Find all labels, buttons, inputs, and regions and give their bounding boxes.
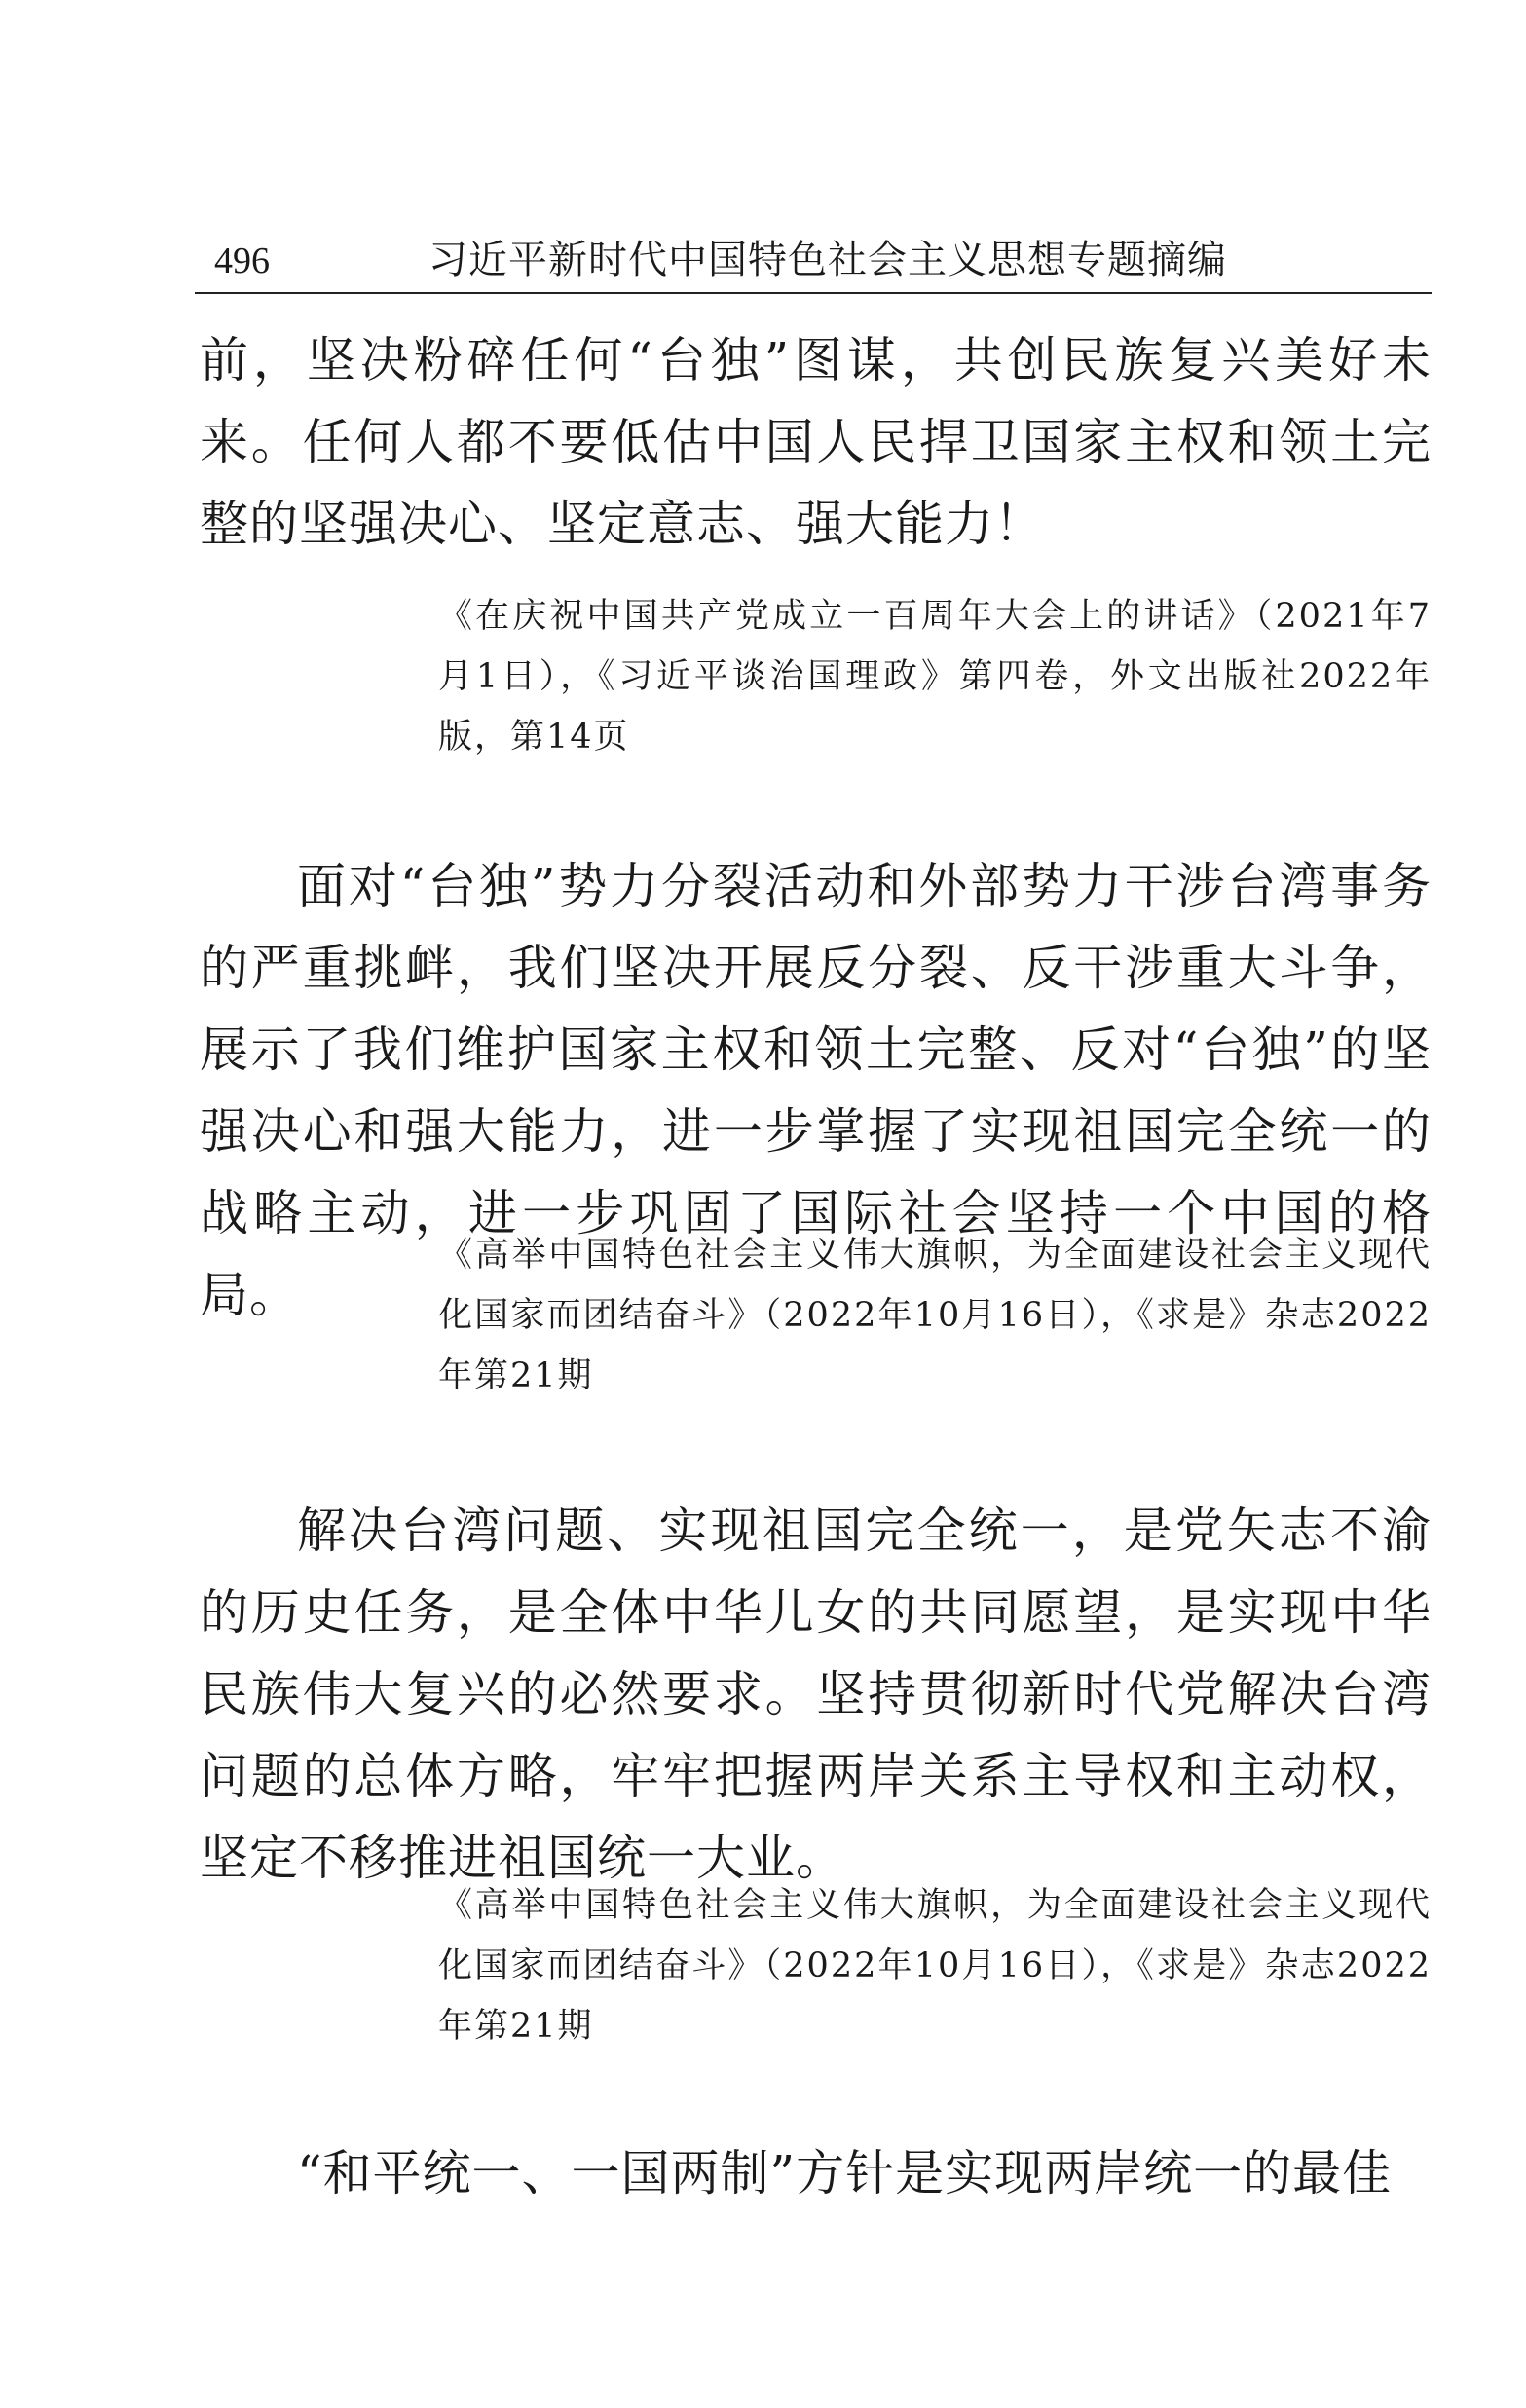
paragraph-text: 解决台湾问题、实现祖国完全统一，是党矢志不渝的历史任务，是全体中华儿女的共同愿望，是实现中华民族伟大复兴的必然要求。坚持贯彻新时代党解决台湾问题的总体方略，牢牢把握两岸关系主导权和主动权，坚定不移推进祖国统一大业。 — [200, 1502, 1432, 1886]
source-citation — [438, 1875, 1432, 2056]
paragraph — [200, 2132, 1432, 2214]
page-header — [195, 232, 1432, 294]
citation-text: 《在庆祝中国共产党成立一百周年大会上的讲话》（2021年7月1日），《习近平谈治国理政》第四卷，外文出版社2022年版，第14页 — [438, 597, 1432, 757]
page-number: 496 — [214, 241, 270, 281]
source-citation — [438, 1225, 1432, 1406]
running-title: 习近平新时代中国特色社会主义思想专题摘编 — [428, 238, 1227, 282]
source-citation — [438, 586, 1432, 767]
paragraph — [200, 1490, 1432, 1899]
paragraph-text: “和平统一、一国两制”方针是实现两岸统一的最佳 — [297, 2145, 1393, 2202]
paragraph-continued — [200, 319, 1432, 565]
paragraph-text: 前，坚决粉碎任何“台独”图谋，共创民族复兴美好未来。任何人都不要低估中国人民捍卫国家主权和领土完整的坚强决心、坚定意志、强大能力！ — [200, 332, 1432, 552]
citation-text: 《高举中国特色社会主义伟大旗帜，为全面建设社会主义现代化国家而团结奋斗》（2022年10月16日），《求是》杂志2022年第21期 — [438, 1886, 1432, 2046]
paragraph-text: 面对“台独”势力分裂活动和外部势力干涉台湾事务的严重挑衅，我们坚决开展反分裂、反干涉重大斗争，展示了我们维护国家主权和领土完整、反对“台独”的坚强决心和强大能力，进一步掌握了实现祖国完全统一的战略主动，进一步巩固了国际社会坚持一个中国的格局。 — [200, 858, 1432, 1323]
citation-text: 《高举中国特色社会主义伟大旗帜，为全面建设社会主义现代化国家而团结奋斗》（2022年10月16日），《求是》杂志2022年第21期 — [438, 1236, 1432, 1395]
